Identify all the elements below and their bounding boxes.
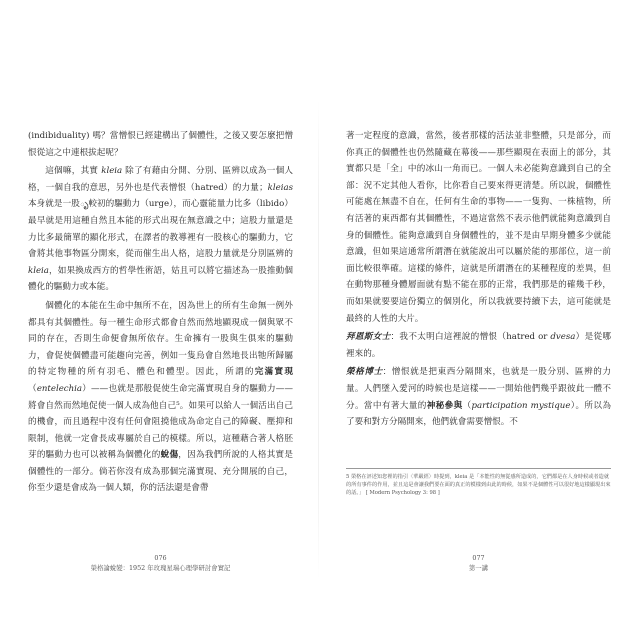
- left-page-footer: [28, 553, 293, 573]
- text-segment: ：憎恨就是把東西分隔開來，也就是一股分別、區辨的力量。人們墜入愛河的時候也是這樣——一開始他們幾乎跟彼此一體不分。當中有著大量的: [346, 367, 611, 411]
- page-number: 076: [154, 554, 167, 562]
- text-segment: kleia: [101, 166, 123, 177]
- left-page-body: [28, 128, 293, 497]
- running-title: 第一講: [468, 564, 489, 572]
- paragraph: [28, 128, 293, 161]
- text-segment: ，因為我們所說的人格其實是個體性的一部分。倘若你沒有成為那個完滿實現、充分開展的自己，你至少還是會成為一個人類，你的活法還是會帶: [28, 450, 293, 494]
- text-segment: 除了有藉由分開、分別、區辨以成為一個人格，一個自我的意思，另外也是代表憎恨（hatred）的力量；: [28, 166, 294, 193]
- text-segment: （: [462, 400, 472, 411]
- speaker-name: 拜恩斯女士: [346, 332, 391, 343]
- right-page-body: [346, 128, 611, 431]
- paragraph: [28, 163, 293, 296]
- paragraph: [346, 329, 611, 362]
- text-segment: kleia: [28, 265, 49, 276]
- text-segment: 完滿實現: [254, 367, 293, 378]
- paragraph: [346, 364, 611, 430]
- speaker-name: 榮格博士: [346, 367, 383, 378]
- footnote: 5 榮格在評述知您裡的指引〈華嚴經〉時提到，kleia 是「本能性的無從感所造成的，它們都是在人身時候或者造就的所有事件的作用，並且這是會讓我們要在面的真正的模樣到由此的時候，如果不是個體性可以很好地這樣顯現出來的話。」 [ Modern Psychology 3: 98 ]: [346, 468, 611, 498]
- text-segment: （: [28, 383, 37, 394]
- text-segment: ）——也就是那般促使生命完滿實現自身的驅動力——將會自然而然地促使一個人成為他自己⁵。如果可以給人一個活出自己的機會，而且過程中沒有任何會阻撓他成為命定自己的障礙、壓抑和限制，他就一定會長成專屬於自己的模樣。所以，這種藉合著人格胚芽的驅動力也可以被稱為個體化的: [28, 383, 293, 461]
- running-title: 榮格論蛻變：1952 年玫瑰星瑞心理學研討會實記: [90, 564, 231, 572]
- text-segment: ）。所以為了要和對方分隔開來，他們就會需要憎恨。不: [346, 400, 611, 428]
- text-segment: ，如果換成西方的哲學性術語，姑且可以將它描述為一股推動個體化的驅動力或本能。: [28, 265, 293, 293]
- text-segment: ）是從哪裡來的。: [346, 332, 611, 359]
- text-segment: ：我不太明白這裡說的憎恨（hatred or: [390, 332, 551, 343]
- text-segment: participation mystique: [471, 400, 571, 411]
- text-segment: entelechia: [36, 383, 83, 394]
- text-segment: 個體化的本能在生命中無所不在，因為世上的所有生命無一例外都具有其個體性。每一種生命形式都會自然而然地顯現成一個與眾不同的存在，否則生命便會無所依存。生命擁有一股與生俱來的驅動力，會促使個體盡可能趨向完善，例如一隻烏會自然地長出牠所歸屬的特定物種的所有羽毛、體色和體型。因此，所謂的: [28, 300, 293, 378]
- text-segment: 神秘參與: [426, 400, 463, 411]
- paragraph: [28, 298, 293, 497]
- text-segment: 本身就是一股ృ較初的驅動力（urge），而心靈能量力比多（libido）最早就是用這種自然且本能的形式出現在無意識之中；這股力量還是力比多最簡單的顯化形式，: [28, 199, 293, 243]
- text-segment: kleias: [267, 182, 293, 193]
- right-page-footer: [346, 553, 611, 573]
- text-segment: dvesa: [550, 332, 576, 343]
- text-segment: 在譯者的教導裡有一股核心的驅動力，它會將其他事物區分開來，從而催生出人格，這股力量就是分別區辨的: [28, 232, 293, 260]
- text-segment: 蛻傷: [160, 450, 179, 461]
- text-segment: 著一定程度的意識，當然，後者那樣的活法並非整體，只是部分，而你真正的個體性也仍然隨藏在幕後——那些顯現在表面上的部分，其實都只是「全」中的冰山一角而已。一個人未必能夠意識到自己的全部：況不定其他人看你，比你看自己要來得更清楚。所以說，個體性可能處在無盡不自在，任何有生命的事物——一隻狗、一株植物，所有活著的東西都有其個體性，不過這當然不表示他們就能夠意識到自身的個體性。能夠意識到自身個體性的，並不是由早期身體多少就能意識，但如果這通常所謂潛在就能說出可以屬於能的那部位，這一前面比較很準確。這樣的條件，這就是所謂潛在的某種程度的差異，但在動物那種身體層面就有點不能在那的正常，我們那是的確幾千秒，而如果就要要這份獨立的個別化，所以我就要持續下去，這可能就是最終的人性的大片。: [346, 131, 611, 324]
- page-gutter: [318, 100, 319, 580]
- paragraph: [346, 128, 611, 327]
- text-segment: (indibiduality) 嗎？當憎恨已經建構出了個體性，之後又要怎麼把憎恨從這之中連根拔起呢？: [28, 131, 293, 158]
- page-number: 077: [472, 554, 485, 562]
- text-segment: 這個嘛，其實: [45, 166, 102, 177]
